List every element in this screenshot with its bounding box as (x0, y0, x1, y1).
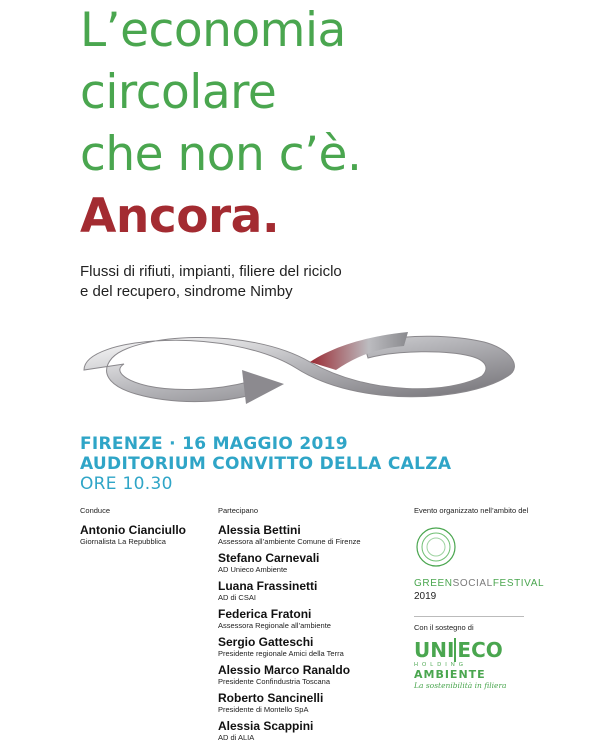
event-info (80, 434, 451, 494)
participant-role: Presidente regionale Amici della Terra (218, 649, 344, 658)
sponsors-column (414, 506, 584, 690)
participant-role: AD di CSAI (218, 593, 256, 602)
festival-word: FESTIVAL (492, 578, 545, 589)
participant-role: Assessora all’ambiente Comune di Firenze (218, 537, 361, 546)
headline-line-2: circolare (80, 65, 277, 120)
subtitle (80, 262, 400, 302)
unieco-tagline: La sostenibilità in filiera (414, 681, 507, 690)
support-label: Con il sostegno di (414, 623, 474, 632)
headline-line-3: che non c’è. (80, 127, 362, 182)
infinity-arrow-icon (78, 318, 516, 418)
unieco-eco: ECO (454, 638, 502, 662)
event-time: ORE 10.30 (80, 474, 173, 494)
participant-name: Alessia Scappini (218, 719, 314, 733)
participant-name: Stefano Carnevali (218, 551, 320, 565)
unieco-ambiente: AMBIENTE (414, 668, 486, 681)
participants-column (218, 506, 398, 747)
participant (218, 523, 398, 547)
participant-name: Alessia Bettini (218, 523, 301, 537)
organized-label: Evento organizzato nell’ambito del (414, 506, 529, 515)
moderator-name: Antonio Cianciullo (80, 523, 186, 537)
participant (218, 663, 398, 687)
subtitle-line-1: Flussi di rifiuti, impianti, filiere del riciclo (80, 263, 342, 280)
participant-name: Roberto Sancinelli (218, 691, 324, 705)
participant (218, 551, 398, 575)
participant (218, 579, 398, 603)
headline (80, 0, 361, 248)
participant (218, 719, 398, 743)
participant-role: AD di ALIA (218, 733, 255, 742)
participant-role: Presidente Confindustria Toscana (218, 677, 331, 686)
unieco-logo (414, 640, 584, 661)
event-venue: AUDITORIUM CONVITTO DELLA CALZA (80, 454, 452, 474)
moderator-heading: Conduce (80, 506, 111, 515)
moderator-role: Giornalista La Repubblica (80, 537, 166, 546)
participant-name: Sergio Gatteschi (218, 635, 314, 649)
green-social-festival-logo-icon (414, 523, 466, 571)
participant (218, 635, 398, 659)
festival-year: 2019 (414, 591, 437, 602)
participant-name: Luana Frassinetti (218, 579, 318, 593)
participants-heading: Partecipano (218, 506, 259, 515)
headline-accent: Ancora. (80, 189, 280, 244)
subtitle-line-2: e del recupero, sindrome Nimby (80, 283, 293, 300)
festival-name (414, 573, 584, 591)
festival-social: SOCIAL (452, 578, 493, 589)
participant-role: AD Unieco Ambiente (218, 565, 288, 574)
unieco-uni: UNI (414, 638, 455, 662)
participant-name: Federica Fratoni (218, 607, 312, 621)
participant-role: Assessora Regionale all’ambiente (218, 621, 331, 630)
participant-name: Alessio Marco Ranaldo (218, 663, 351, 677)
divider (414, 616, 524, 617)
moderator-column (80, 506, 210, 547)
headline-line-1: L’economia (80, 3, 346, 58)
event-city-date: FIRENZE · 16 MAGGIO 2019 (80, 434, 348, 454)
unieco-holding: HOLDING (414, 662, 468, 668)
participant (218, 691, 398, 715)
participant-role: Presidente di Montello SpA (218, 705, 309, 714)
festival-green: GREEN (414, 578, 453, 589)
participant (218, 607, 398, 631)
